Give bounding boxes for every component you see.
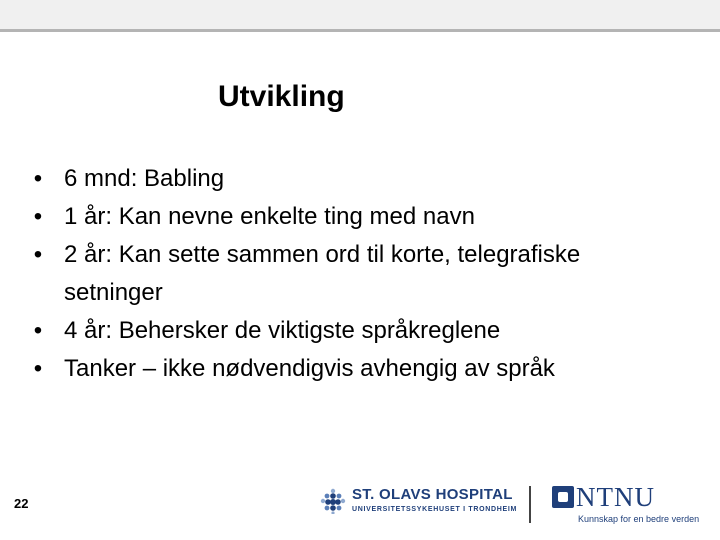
bullet-icon: • xyxy=(33,165,43,192)
dots-cluster-icon xyxy=(320,488,346,514)
bullet-item xyxy=(28,198,688,236)
st-olavs-hospital-logo xyxy=(320,486,520,516)
bullet-text: Tanker – ikke nødvendigvis avhengig av språk xyxy=(64,355,555,382)
ntnu-square-icon xyxy=(552,486,574,508)
bullet-list xyxy=(28,160,688,388)
bullet-icon: • xyxy=(33,317,43,344)
top-band xyxy=(0,0,720,29)
top-rule xyxy=(0,29,720,32)
hospital-subtitle: UNIVERSITETSSYKEHUSET I TRONDHEIM xyxy=(352,506,518,513)
bullet-item xyxy=(28,312,688,350)
bullet-icon: • xyxy=(33,241,43,268)
logo-divider xyxy=(529,486,531,523)
ntnu-tagline: Kunnskap for en bedre verden xyxy=(578,514,700,524)
bullet-icon: • xyxy=(33,355,43,382)
bullet-item xyxy=(28,160,688,198)
bullet-text: 4 år: Behersker de viktigste språkreglene xyxy=(64,317,501,344)
bullet-text: 1 år: Kan nevne enkelte ting med navn xyxy=(64,203,475,230)
ntnu-name: NTNU xyxy=(576,482,655,512)
slide-title: Utvikling xyxy=(218,80,345,113)
bullet-text: 6 mnd: Babling xyxy=(64,165,225,192)
ntnu-logo xyxy=(552,484,712,528)
bullet-icon: • xyxy=(33,203,43,230)
page-number: 22 xyxy=(14,496,29,511)
hospital-name: ST. OLAVS HOSPITAL xyxy=(352,486,513,503)
bullet-text: 2 år: Kan sette sammen ord til korte, telegrafiske setninger xyxy=(64,241,581,306)
bullet-item xyxy=(28,350,688,388)
bullet-item xyxy=(28,236,688,312)
